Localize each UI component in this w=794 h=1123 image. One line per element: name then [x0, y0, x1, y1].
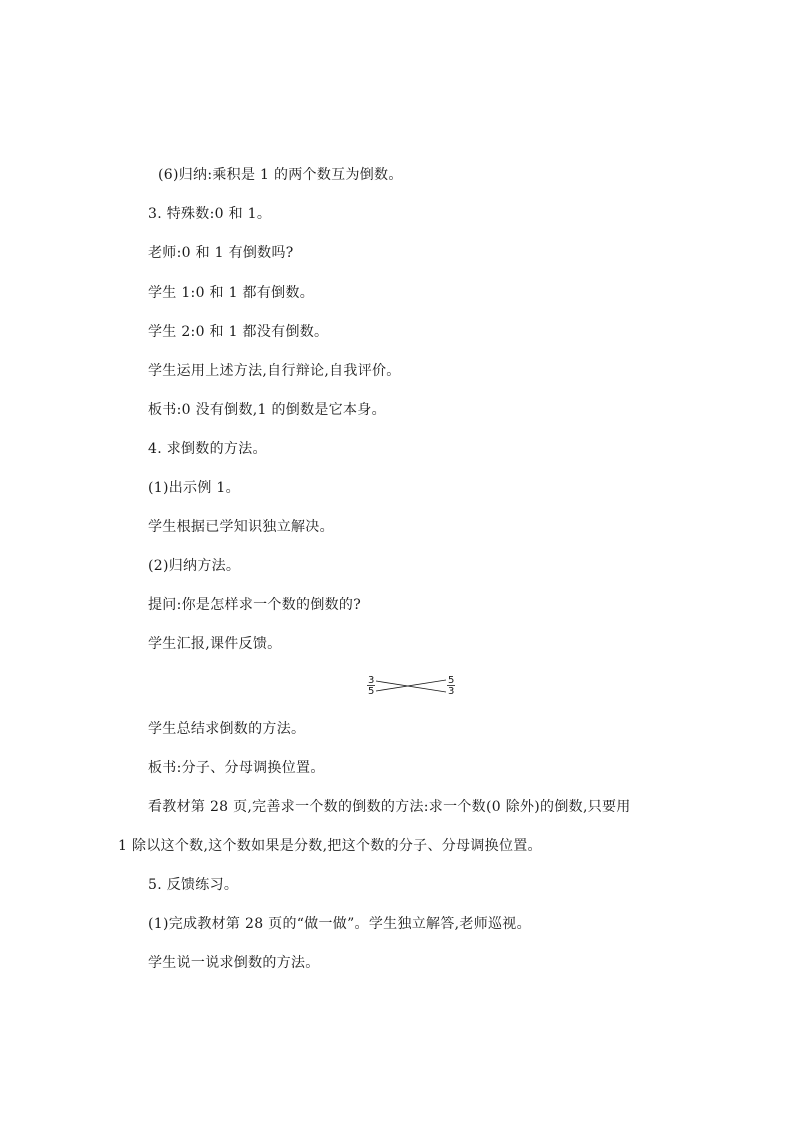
reciprocal-fraction-figure — [362, 672, 462, 700]
right-denominator: 3 — [448, 686, 455, 697]
text-line: (1)完成教材第 28 页的“做一做”。学生独立解答,老师巡视。 — [148, 916, 531, 932]
text-line: 提问:你是怎样求一个数的倒数的? — [148, 597, 362, 613]
text-line: 学生运用上述方法,自行辩论,自我评价。 — [148, 363, 401, 379]
text-line: 学生根据已学知识独立解决。 — [148, 519, 334, 535]
text-line: 3. 特殊数:0 和 1。 — [148, 206, 272, 222]
text-line: 学生 1:0 和 1 都有倒数。 — [148, 285, 315, 301]
right-numerator: 5 — [448, 675, 455, 686]
text-line: (1)出示例 1。 — [148, 480, 240, 496]
text-line: 1 除以这个数,这个数如果是分数,把这个数的分子、分母调换位置。 — [118, 838, 542, 854]
text-line: 学生总结求倒数的方法。 — [148, 721, 306, 737]
left-denominator: 5 — [368, 686, 375, 697]
text-line: 4. 求倒数的方法。 — [148, 441, 267, 457]
left-numerator: 3 — [368, 675, 375, 686]
text-line: 学生 2:0 和 1 都没有倒数。 — [148, 324, 329, 340]
cross-arrow-down — [376, 681, 446, 692]
text-line: 老师:0 和 1 有倒数吗? — [148, 245, 294, 261]
text-line: 学生汇报,课件反馈。 — [148, 636, 282, 652]
text-line: 板书:分子、分母调换位置。 — [148, 760, 325, 776]
text-line: 学生说一说求倒数的方法。 — [148, 955, 320, 971]
text-line: 看教材第 28 页,完善求一个数的倒数的方法:求一个数(0 除外)的倒数,只要用 — [148, 799, 631, 815]
text-line: (6)归纳:乘积是 1 的两个数互为倒数。 — [158, 167, 403, 183]
cross-arrow-up — [376, 680, 446, 691]
text-line: 板书:0 没有倒数,1 的倒数是它本身。 — [148, 402, 386, 418]
text-line: (2)归纳方法。 — [148, 558, 241, 574]
text-line: 5. 反馈练习。 — [148, 877, 239, 893]
